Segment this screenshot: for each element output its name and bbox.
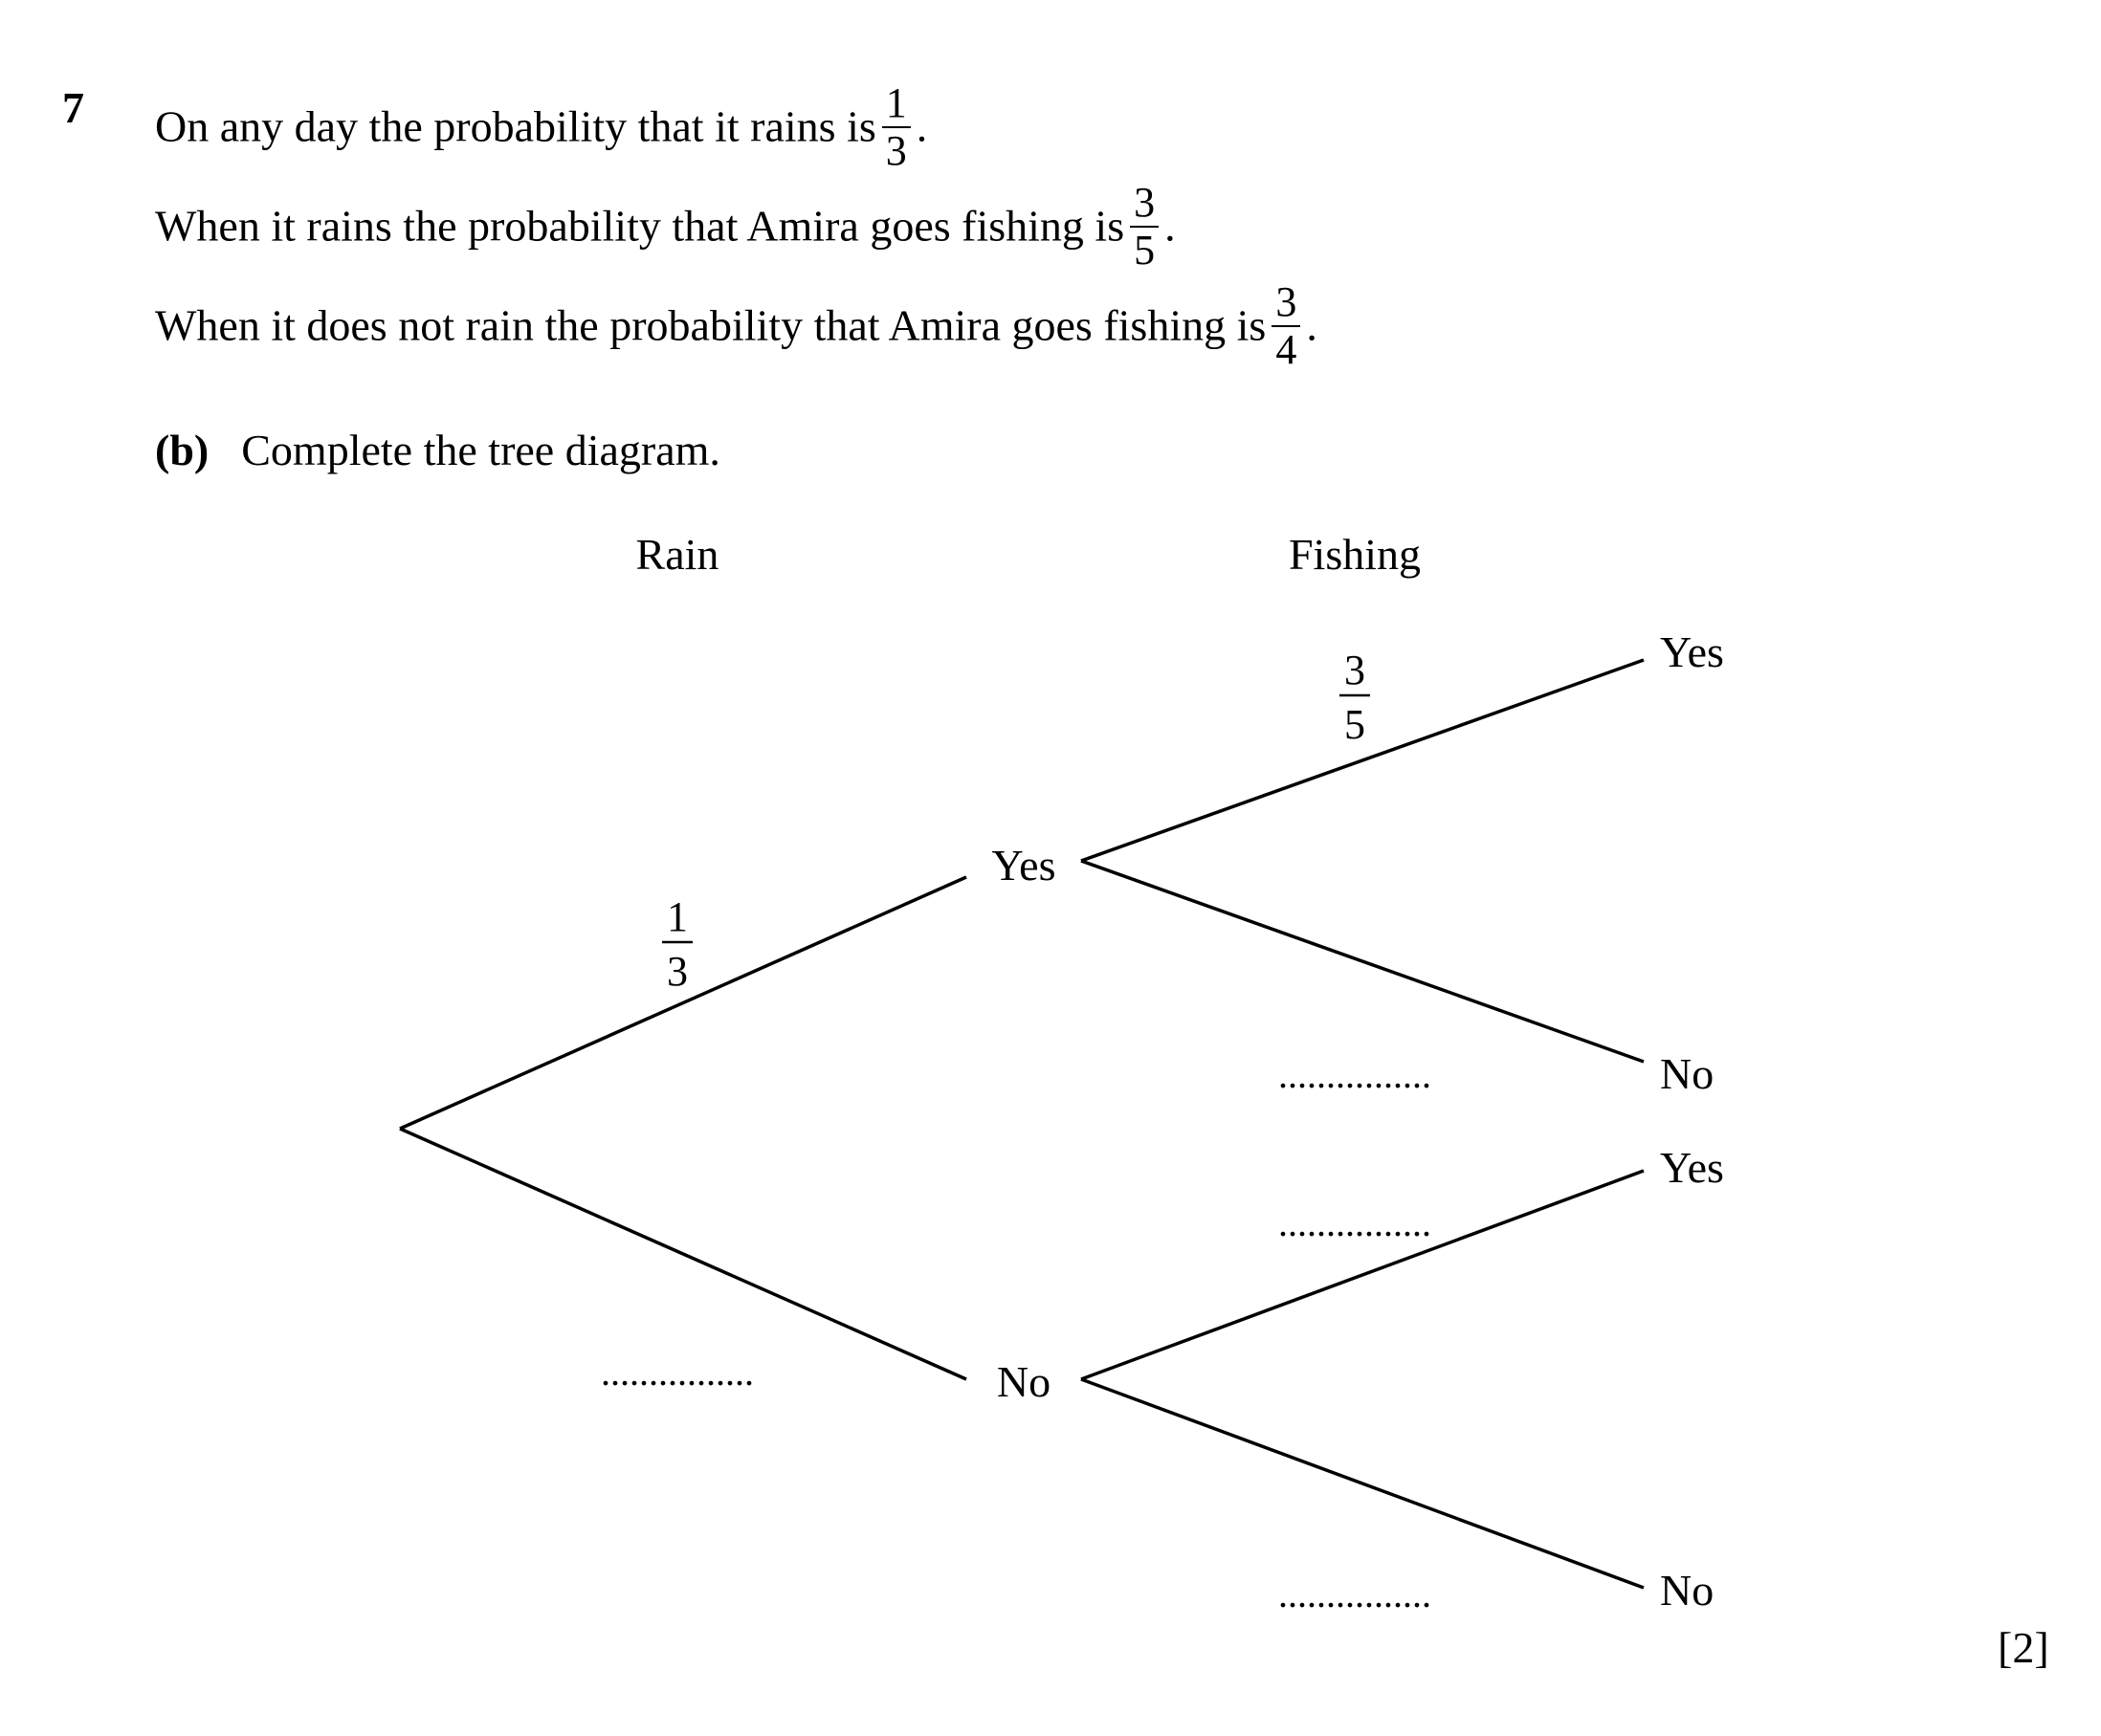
fraction-numerator: 3 [1130,182,1159,228]
fraction-denominator: 3 [885,127,907,174]
branch-rain-no [400,1129,966,1379]
prob-numerator: 1 [667,893,688,940]
branch-fish-no-given-no-rain [1081,1379,1644,1588]
fraction-denominator: 5 [1134,227,1156,274]
part-b-label: (b) [155,426,210,474]
answer-blank-fish-no-given-no-rain[interactable]: ................ [1278,1572,1431,1615]
branch-fish-no-given-rain [1081,861,1644,1062]
line-2-period: . [1164,201,1176,251]
node-rain-yes: Yes [991,841,1056,890]
fraction-numerator: 3 [1272,281,1300,327]
prob-denominator: 3 [667,948,688,995]
node-rain-no: No [996,1357,1051,1406]
prob-denominator: 5 [1344,701,1365,748]
answer-blank-fish-yes-given-no-rain[interactable]: ................ [1278,1201,1431,1244]
marks-allocation: [2] [1998,1623,2049,1672]
fraction-numerator: 1 [882,82,911,128]
line-1-period: . [916,101,928,151]
node-fish-no-after-no-rain: No [1660,1566,1714,1615]
question-line-1-text: On any day the probability that it rains is [155,101,876,151]
probability-fish-yes-given-rain [1339,647,1370,748]
fraction-denominator: 4 [1275,326,1297,373]
node-fish-no-after-rain: No [1660,1049,1714,1098]
prob-numerator: 3 [1344,647,1365,693]
fishing-column-heading: Fishing [1288,530,1422,579]
question-line-3-text: When it does not rain the probability that Amira goes fishing is [155,300,1267,350]
node-fish-yes-after-no-rain: Yes [1660,1143,1724,1192]
question-line-2-text: When it rains the probability that Amira goes fishing is [155,201,1125,251]
node-fish-yes-after-rain: Yes [1660,627,1724,676]
rain-column-heading: Rain [635,530,719,579]
part-b-instruction: Complete the tree diagram. [241,426,720,474]
answer-blank-fish-no-given-rain[interactable]: ................ [1278,1053,1431,1096]
answer-blank-rain-no[interactable]: ................ [601,1351,754,1394]
line-3-period: . [1306,300,1317,350]
probability-rain-yes [662,893,693,995]
question-number: 7 [62,83,84,132]
